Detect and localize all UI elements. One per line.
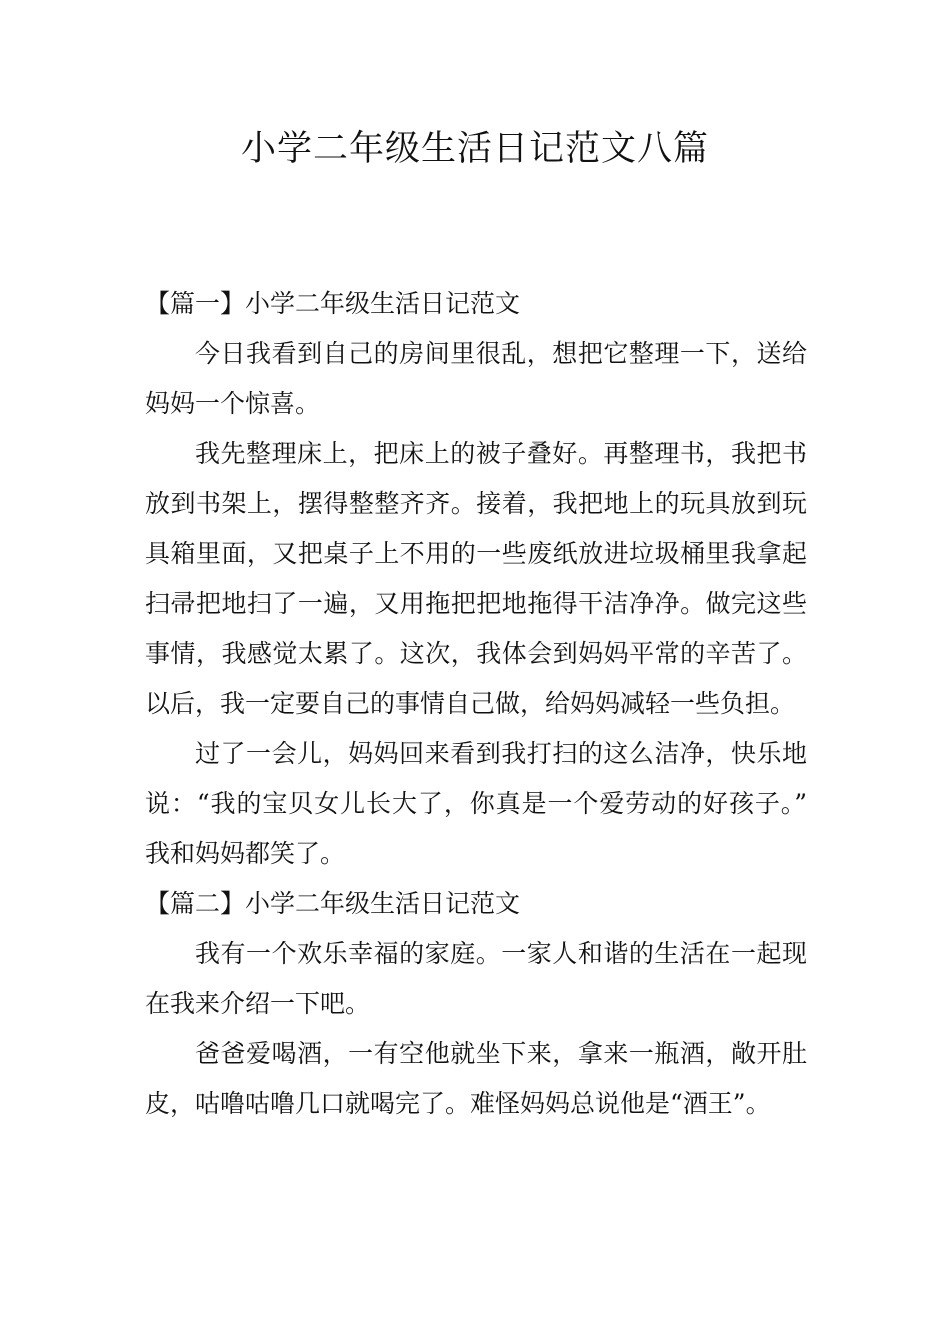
paragraph: 爸爸爱喝酒，一有空他就坐下来，拿来一瓶酒，敞开肚皮，咕噜咕噜几口就喝完了。难怪妈妈总说他是“酒王”。 [145, 1039, 807, 1118]
document-body [145, 279, 807, 1129]
paragraph: 我有一个欢乐幸福的家庭。一家人和谐的生活在一起现在我来介绍一下吧。 [145, 939, 807, 1018]
paragraph: 过了一会儿，妈妈回来看到我打扫的这么洁净，快乐地说：“我的宝贝女儿长大了，你真是一个爱劳动的好孩子。”我和妈妈都笑了。 [145, 739, 807, 868]
section-2 [145, 879, 807, 1129]
section-heading: 【篇一】小学二年级生活日记范文 [145, 289, 521, 318]
section-heading: 【篇二】小学二年级生活日记范文 [145, 889, 521, 918]
section-1 [145, 279, 807, 879]
document-title: 小学二年级生活日记范文八篇 [240, 129, 709, 169]
paragraph: 我先整理床上，把床上的被子叠好。再整理书，我把书放到书架上，摆得整整齐齐。接着，我把地上的玩具放到玩具箱里面，又把桌子上不用的一些废纸放进垃圾桶里我拿起扫帚把地扫了一遍，又用拖把把地拖得干洁净净。做完这些事情，我感觉太累了。这次，我体会到妈妈平常的辛苦了。以后，我一定要自己的事情自己做，给妈妈减轻一些负担。 [145, 439, 807, 718]
paragraph: 今日我看到自己的房间里很乱，想把它整理一下，送给妈妈一个惊喜。 [145, 339, 807, 418]
